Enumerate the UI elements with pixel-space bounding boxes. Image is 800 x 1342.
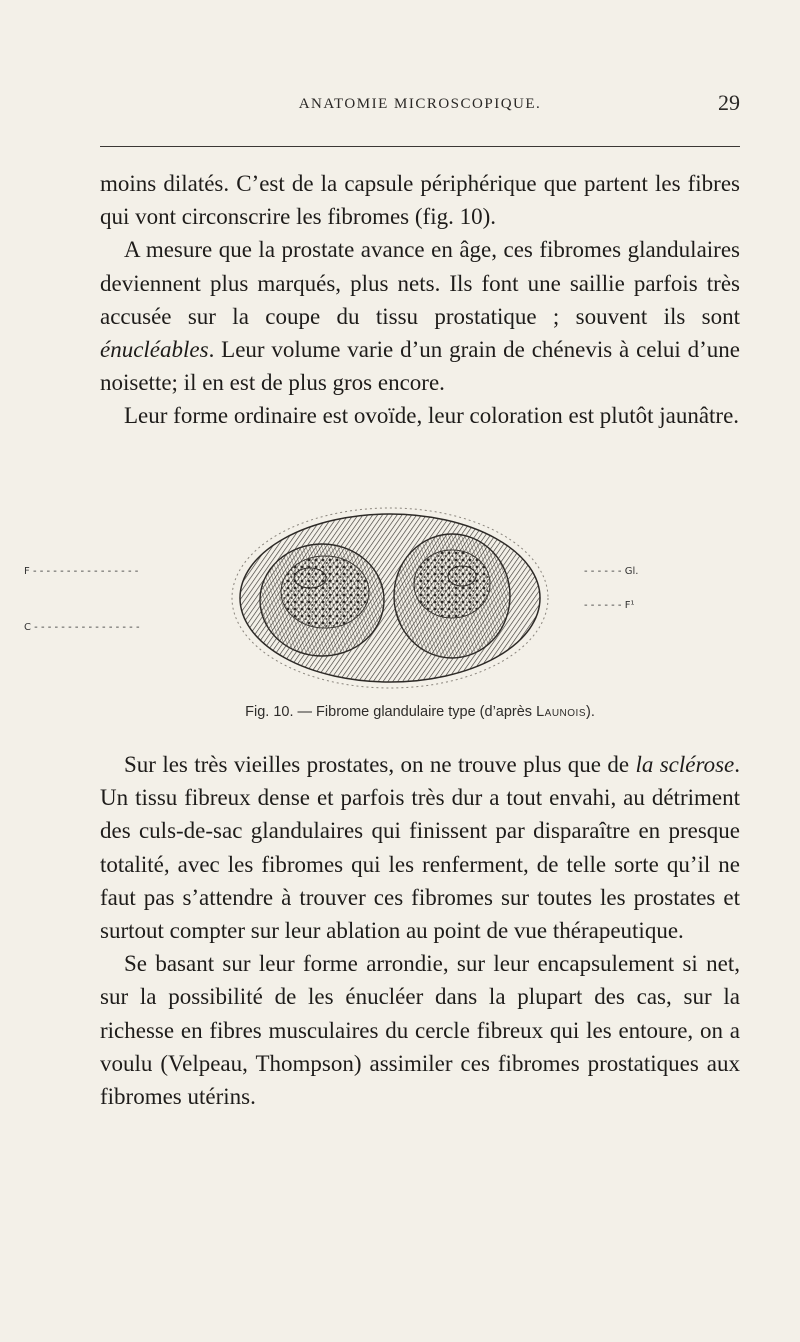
emphasis-text: énucléables bbox=[100, 337, 209, 363]
left-glandular-core bbox=[281, 556, 369, 628]
text-run: moins dilatés. C’est de la capsule périphérique que partent les fibres qui vont circonscrire les fibromes (fig. 10). bbox=[100, 171, 740, 230]
right-glandular-core bbox=[414, 550, 490, 618]
figure-caption: Fig. 10. — Fibrome glandulaire type (d’après Launois). bbox=[245, 704, 595, 720]
running-head bbox=[100, 90, 740, 126]
emphasis-text: la sclérose bbox=[635, 752, 735, 777]
figure-label-f: F - - - - - - - - - - - - - - - - bbox=[24, 566, 139, 577]
figure-label-gl: - - - - - - Gl. bbox=[584, 566, 639, 577]
figure-label-f1: - - - - - - F¹ bbox=[584, 600, 635, 611]
figure-label-c: C - - - - - - - - - - - - - - - - bbox=[24, 622, 140, 633]
running-title: ANATOMIE MICROSCOPIQUE. bbox=[298, 96, 542, 112]
text-run: . Un tissu fibreux dense et parfois très dur a tout envahi, au détriment des culs-de-sac glandulaires qui finissent par disparaître en presque totalité, avec les fibromes qui les renferment, de telle sorte qu’il ne faut pas s’attendre à trouver ces fibromes sur toutes les prostates et surtout compter sur leur ablation au point de vue thérapeutique. bbox=[100, 752, 740, 944]
text-run: A mesure que la prostate avance en âge, ces fibromes glandulaires deviennent plus marqués, plus nets. Ils font une saillie parfois très accusée sur la coupe du tissu prostatique ; souvent ils sont bbox=[100, 237, 740, 329]
paragraph-p1 bbox=[100, 167, 740, 233]
header-rule bbox=[100, 146, 740, 147]
page-number: 29 bbox=[718, 90, 740, 115]
paragraph-p4 bbox=[100, 748, 740, 947]
text-run: Sur les très vieilles prostates, on ne trouve plus que de bbox=[124, 752, 636, 777]
paragraph-p2 bbox=[100, 233, 740, 399]
text-block-top bbox=[100, 167, 740, 433]
fibroma-drawing bbox=[230, 488, 550, 688]
text-run: . Leur volume varie d’un grain de chénevis à celui d’une noisette; il en est de plus gros encore. bbox=[100, 337, 740, 396]
paragraph-p5 bbox=[100, 947, 740, 1113]
text-run: Leur forme ordinaire est ovoïde, leur coloration est plutôt jaunâtre. bbox=[124, 403, 740, 429]
paragraph-p3 bbox=[100, 399, 740, 432]
text-block-bottom bbox=[100, 748, 740, 1113]
figure-10-illustration bbox=[230, 488, 550, 688]
text-run: Se basant sur leur forme arrondie, sur leur encapsulement si net, sur la possibilité de les énucléer dans la plupart des cas, sur la richesse en fibres musculaires du cercle fibreux qui les entoure, on a voulu (Velpeau, Thompson) assimiler ces fibromes prostatiques aux fibromes utérins. bbox=[100, 951, 740, 1110]
